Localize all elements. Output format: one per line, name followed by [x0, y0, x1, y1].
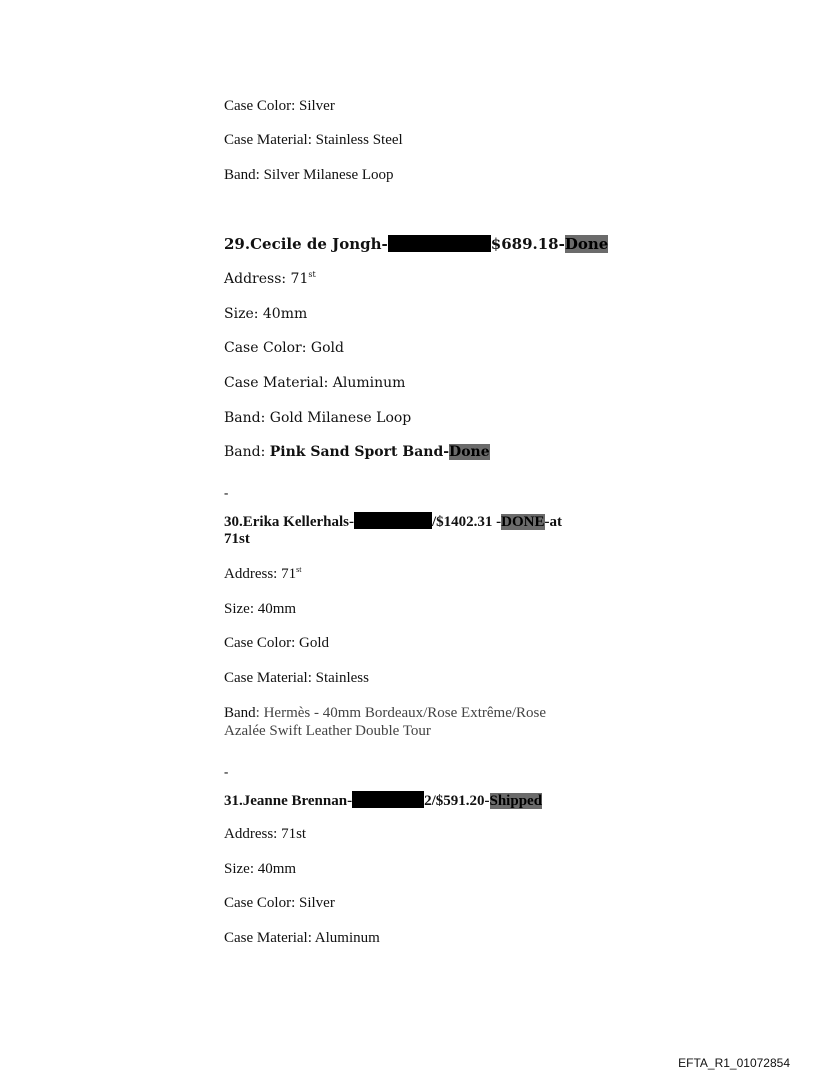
item30-band-label: Band — [224, 705, 256, 721]
item29-address-text: Address: 71 — [224, 271, 309, 287]
redaction-block — [354, 512, 432, 529]
item31-status: Shipped — [489, 793, 543, 809]
item31-price: 2/$591.20- — [424, 793, 490, 809]
item29-status: Done — [564, 235, 609, 253]
redaction-block — [388, 235, 491, 252]
separator-dash: - — [224, 764, 229, 779]
item30-price: /$1402.31 - — [432, 514, 502, 530]
separator-dash: - — [224, 485, 229, 500]
item31-size: Size: 40mm — [224, 861, 297, 877]
item29-address — [224, 270, 316, 288]
item30-name: 30.Erika Kellerhals- — [224, 514, 354, 530]
item29-name: 29.Cecile de Jongh- — [224, 235, 388, 253]
item29-case-material: Case Material: Aluminum — [224, 375, 406, 391]
item30-address — [224, 565, 301, 583]
prev-case-material: Case Material: Stainless Steel — [224, 132, 403, 148]
item30-heading-line2: 71st — [224, 531, 250, 547]
item30-case-color: Case Color: Gold — [224, 635, 329, 651]
item29-address-sup: st — [308, 270, 316, 279]
prev-band: Band: Silver Milanese Loop — [224, 167, 394, 183]
item31-address: Address: 71st — [224, 826, 307, 842]
item30-band-line2: Azalée Swift Leather Double Tour — [224, 723, 431, 739]
document-id-footer: EFTA_R1_01072854 — [678, 1056, 790, 1070]
item29-band2-value: Pink Sand Sport Band- — [269, 444, 450, 460]
prev-case-color: Case Color: Silver — [224, 98, 335, 114]
item30-address-text: Address: 71 — [224, 566, 297, 582]
item29-size: Size: 40mm — [224, 306, 308, 322]
item29-band2-status: Done — [449, 444, 490, 460]
item31-case-material: Case Material: Aluminum — [224, 930, 380, 946]
item31-name: 31.Jeanne Brennan- — [224, 793, 353, 809]
item30-address-sup: st — [296, 565, 302, 574]
item31-case-color: Case Color: Silver — [224, 895, 335, 911]
item30-band — [224, 704, 546, 722]
item29-heading — [224, 235, 608, 253]
item30-size: Size: 40mm — [224, 601, 297, 617]
item31-heading — [224, 791, 542, 810]
item30-case-material: Case Material: Stainless — [224, 670, 369, 686]
redaction-block — [352, 791, 424, 808]
item29-price: $689.18- — [490, 235, 565, 253]
item30-band-line1: : Hermès - 40mm Bordeaux/Rose Extrême/Rose — [255, 705, 547, 721]
item30-heading — [224, 512, 562, 531]
item29-band2 — [224, 443, 490, 461]
item29-band2-label: Band: — [224, 444, 270, 460]
item29-band1: Band: Gold Milanese Loop — [224, 410, 412, 426]
item30-status: DONE — [501, 514, 545, 530]
item29-case-color: Case Color: Gold — [224, 340, 344, 356]
item30-suffix: -at — [544, 514, 563, 530]
